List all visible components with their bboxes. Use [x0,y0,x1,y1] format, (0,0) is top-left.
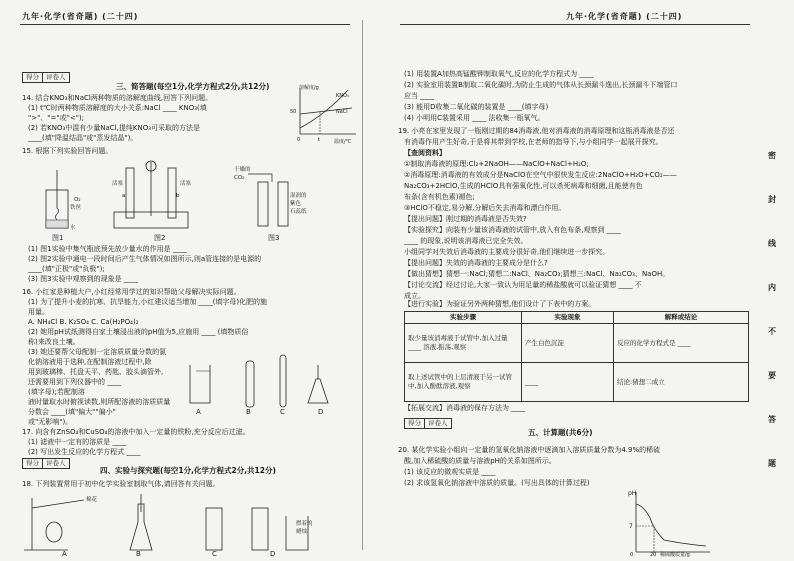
q18c-line3: 应当 ____ [404,92,435,100]
fig3-a: 干燥的 [234,167,251,173]
graph-t: t [318,137,320,143]
q16-line9: 用到玻璃棒、托盘天平、药匙、胶头滴管外, [28,368,164,376]
q14-line3: ">"、"="或"<"); [28,114,85,122]
fig3-e: 石蕊纸 [290,209,307,215]
q18c-line5: (4) 小明用C装置采用 ____ 法收集一瓶氧气。 [404,114,545,122]
q16-lab-D: D [318,408,324,416]
q20-line2: 酸,加入稀硫酸的质量与溶液pH的关系如图所示。 [404,457,556,465]
ph-label: pH [628,490,637,497]
q15-line1: 15. 根据下列实验回答问题。 [22,147,113,155]
graph-kno3: KNO₃ [336,93,349,99]
q16-line13: 分数会 ____(填"偏大""偏小" [28,408,116,416]
sidebar-char: 线 [768,239,776,248]
fig1-fe: 铁丝 [70,205,82,211]
graph-xlabel: 温度/℃ [334,139,352,145]
q16-line8: 化钠溶液用于选种,在配制溶液过程中,除 [28,358,152,366]
ph-o: 0 [630,552,634,558]
q16-lab-B: B [246,408,251,416]
fig2-cr: 活塞 [180,181,192,187]
section5-title: 五、计算题(共6分) [528,428,593,437]
q19-line14: 【做出猜想】猜想一:NaCl;猜想二:NaCl、Na₂CO₃;猜想三:NaCl、Na₂CO₃、NaOH。 [404,270,670,278]
q18c-line4: (3) 能用D收集二氧化碳的装置是 ____(填字母) [404,103,549,111]
q19-line11: ____ 的现象,说明该消毒液已完全失效。 [404,237,528,245]
q18-candle2: 蜡烛 [296,529,308,535]
q19-line1: 19. 小亮在家里发现了一瓶刚过期的84消毒液,他对消毒液的消毒原理和这瓶消毒液是否还 [398,127,675,135]
sidebar-char: 内 [768,283,776,292]
q18c-line1: (1) 用装置A加热高锰酸钾制取氧气,反应的化学方程式为 ____ [404,70,594,78]
table-header: 解释或结论 [614,312,749,324]
q18-candle1: 燃着的 [296,521,313,527]
fig2-label: 图2 [154,234,166,242]
q14-line5: ____(填"降温结晶"或"蒸发结晶")。 [28,134,138,142]
left-header: 九年·化学(省奇题) (二十四) [22,12,139,21]
section3-title: 三、简答题(每空1分,化学方程式2分,共12分) [116,82,270,91]
q18-apparatus [24,492,324,554]
q16-line10: 还需要用到下列仪器中的 ____ [28,378,122,386]
q16-line3: 用量。 [28,308,49,316]
q14-line2: (1) t℃时两种物质溶解度的大小关系:NaCl ____ KNO₃(填 [28,104,207,112]
q20-line1: 20. 某化学实验小组向一定量的氢氧化钠溶液中逐滴加入溶质质量分数为4.9%的稀硫 [398,446,661,454]
q15-line4: ____(填"正极"或"负极"); [28,265,105,273]
q19-line6: Na₂CO₃+2HClO,生成的HClO具有强氧化性,可以杀死病毒和细菌,且能使有色 [404,182,643,190]
q18-lab-D: D [270,550,276,558]
q16-line6: 称)来改良土壤。 [28,338,80,346]
q16-line2: (1) 为了提升小麦的抗寒、抗旱能力,小红建议适当增加 ____(填字母)化肥的施 [28,298,268,306]
q18-lab-C: C [212,550,217,558]
q19-line5: ②消毒原理:消毒液的有效成分是NaClO在空气中很快发生反应:2NaClO+H₂O+CO₂—— [404,171,677,179]
q16-lab-A: A [196,408,201,416]
q19-line7: 布条(含有机色素)褪色; [404,193,475,201]
ph-seven: 7 [629,523,633,530]
graph-o: 0 [297,137,301,143]
ph-xlabel: 稀硫酸质量/g [660,552,690,558]
experiment-table [404,311,749,402]
right-header: 九年·化学(省奇题) (二十四) [566,12,683,21]
q17-line1: 17. 向含有ZnSO₄和CuSO₄的溶液中加入一定量的铁粉,充分反应后过滤。 [22,428,250,436]
q18-lab-A: A [62,550,67,558]
q18-lab-B: B [136,550,141,558]
table-cell: ____ [522,363,614,402]
q19-line15: 【讨论交流】经过讨论,大家一致认为用足量的稀盐酸就可以验证猜想 ____ 不 [404,281,642,289]
fig3-d: 紫色 [290,201,302,207]
fig2-a: a [122,193,126,199]
q16-line7: (3) 她还要帮父母配制一定溶质质量分数的氯 [28,348,167,356]
table-cell: 结论:猜想二成立 [614,363,749,402]
q19-line3: 【查阅资料】 [404,149,446,157]
section4-title: 四、实验与探究题(每空1分,化学方程式2分,共12分) [100,466,276,475]
q16-line4: A. NH₄Cl B. K₂SO₄ C. Ca(H₂PO₄)₂ [28,318,139,326]
fig2-b: b [176,193,180,199]
table-header: 实验现象 [522,312,614,324]
score-box-3: 得分 评卷人 [22,72,70,83]
fig1-w: 水 [70,225,76,231]
q17-line3: (2) 写出发生反应的化学方程式 ____ [28,448,141,456]
q16-line1: 16. 小红家是种植大户,小红经常用学过的知识帮助父母解决实际问题。 [22,288,241,296]
table-header: 实验步骤 [405,312,522,324]
q16-line5: (2) 她用pH试纸测得自家土壤浸出液的pH值为5,应施用 ____ (填物质俗 [28,328,249,336]
q20-line4: (2) 求该氢氧化钠溶液中溶质的质量。(写出具体的计算过程) [404,479,590,487]
q16-line11: (填字母);若配制溶 [28,388,85,396]
q19-line17: 【进行实验】为验证另外两种猜想,他们设计了下表中的方案。 [404,300,596,308]
table-row [405,363,749,402]
fig2-cl: 活塞 [112,181,124,187]
table-header-row [405,312,749,324]
q18-line: 18. 下列装置常用于初中化学实验室制取气体,请回答有关问题。 [22,480,220,488]
table-cell: 取少量该消毒液于试管中,加入过量 ____ 溶液,振荡,观察 [405,324,522,363]
q16-apparatus [180,345,350,415]
table-row [405,324,749,363]
q19-line4: ①制取消毒液的原理:Cl₂+2NaOH——NaClO+NaCl+H₂O; [404,160,589,168]
table-cell: 取上述试管中的上层清液于另一试管中,加入酚酞溶液,观察 [405,363,522,402]
q15-line2: (1) 图1实验中集气瓶底预先放少量水的作用是 ____ [28,245,187,253]
graph-nacl: NaCl [336,109,348,115]
q19-line16: 成立。 [404,292,425,300]
q15-line3: (2) 图2实验中通电一段时间后产生气体情况如图所示,则a管连接的是电源的 [28,255,262,263]
q17-line2: (1) 滤液中一定有的溶质是 ____ [28,438,127,446]
sidebar-char: 答 [768,415,776,424]
q20-line3: (1) 该反应的微观实质是 ____ [404,468,496,476]
q19-line10: 【实验探究】向装有少量该消毒液的试管中,放入有色布条,观察到 ____ [404,226,621,234]
score-box-4: 得分 评卷人 [22,458,70,469]
fig3-label: 图3 [268,234,280,242]
q14-line1: 14. 结合KNO₃和NaCl两种物质的溶解度曲线,回答下列问题。 [22,94,213,102]
q16-line14: 或"无影响")。 [28,418,73,426]
fig3-b: CO₂ [234,175,245,181]
q19-end: 【拓展交流】消毒液的保存方法为 ____ [404,404,526,412]
graph-50: 50 [290,109,297,115]
table-cell: 产生白色沉淀 [522,324,614,363]
ph-v: 20 [650,552,657,558]
fig1-label: 图1 [52,234,64,242]
q18c-line2: (2) 实验室用装置B制取二氧化碳时,为防止生成的气体从长颈漏斗逸出,长颈漏斗下端管口 [404,81,678,89]
sidebar-char: 封 [768,195,776,204]
score-box-5: 得分 评卷人 [404,418,452,429]
q16-line12: 液时量取水时俯视读数,则所配溶液的溶质质量 [28,398,171,406]
graph-ylabel: 溶解度/g [299,85,319,91]
q19-line13: 【提出问题】失效的消毒液的主要成分是什么? [404,259,548,267]
q19-line2: 有消毒作用产生好奇,于是将其带到学校,在老师的指导下,与小组同学一起展开探究。 [404,138,663,146]
fig1-o2: O₂ [74,197,81,203]
sidebar-char: 要 [768,371,776,380]
q18-flower: 棉花 [86,497,98,503]
q16-lab-C: C [280,408,285,416]
sidebar-char: 密 [768,151,776,160]
q14-line4: (2) 若KNO₃中混有少量NaCl,提纯KNO₃可采取的方法是 [28,124,201,132]
sidebar-char: 不 [768,327,776,336]
q15-line5: (3) 图3实验中观察到的现象是 ____ [28,275,138,283]
q19-line8: ③HClO不稳定,易分解,分解后失去消毒和漂白作用。 [404,204,566,212]
table-cell: 反应的化学方程式是 ____ [614,324,749,363]
sidebar-char: 题 [768,459,776,468]
q19-line9: 【提出问题】刚过期的消毒液是否失效? [404,215,527,223]
fig3-c: 湿润的 [290,193,307,199]
q19-line12: 小组同学对失效后消毒液的主要成分很好奇,他们继续进一步探究。 [404,248,610,256]
ph-graph [624,488,714,558]
